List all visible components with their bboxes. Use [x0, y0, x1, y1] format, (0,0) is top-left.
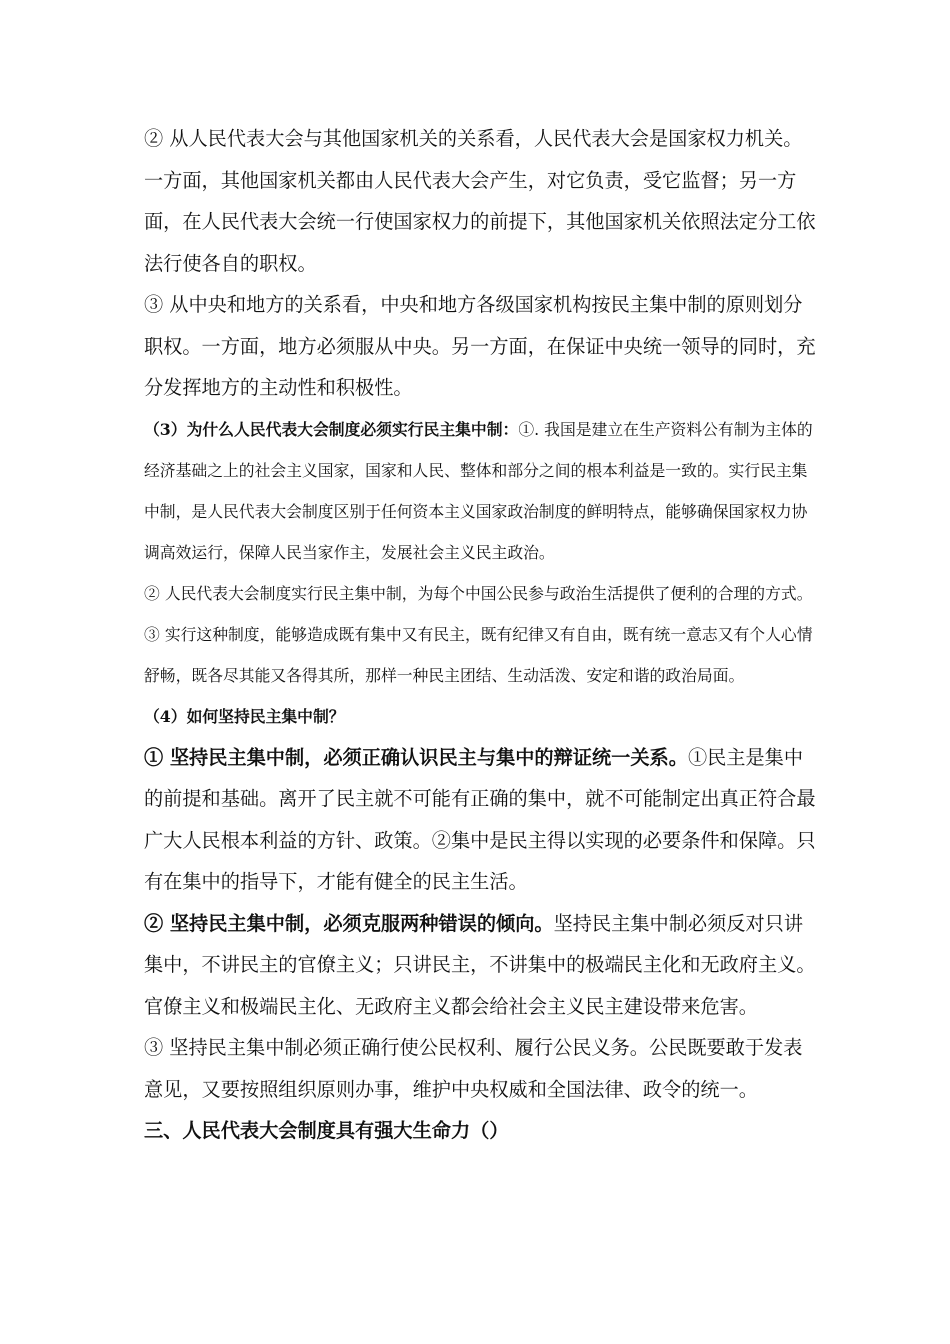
section-3-point-2: ② 人民代表大会制度实行民主集中制，为每个中国公民参与政治生活提供了便利的合理的方式。: [144, 583, 813, 603]
section-4-point-2: [144, 903, 816, 1028]
section-4-point-1-text: ①民主是集中的前提和基础。离开了民主就不可能有正确的集中，就不可能制定出真正符合最广大人民根本利益的方针、政策。②集中是民主得以实现的必要条件和保障。只有在集中的指导下，才能有健全的民主生活。: [144, 745, 816, 893]
paragraph-central-local: ③ 从中央和地方的关系看，中央和地方各级国家机构按民主集中制的原则划分职权。一方面，地方必须服从中央。另一方面，在保证中央统一领导的同时，充分发挥地方的主动性和积极性。: [144, 293, 816, 399]
section-4-point-3: ③ 坚持民主集中制必须正确行使公民权利、履行公民义务。公民既要敢于发表意见，又要按照组织原则办事，维护中央权威和全国法律、政令的统一。: [144, 1036, 803, 1101]
section-3-point-3: ③ 实行这种制度，能够造成既有集中又有民主，既有纪律又有自由，既有统一意志又有个人心情舒畅，既各尽其能又各得其所，那样一种民主团结、生动活泼、安定和谐的政治局面。: [144, 624, 813, 685]
section-3-paragraph: [144, 409, 816, 573]
section-three-title: 三、人民代表大会制度具有强大生命力（）: [144, 1119, 509, 1142]
section-4-point-1-bold: ① 坚持民主集中制，必须正确认识民主与集中的辩证统一关系。: [144, 745, 688, 769]
section-4-point-2-text: 坚持民主集中制必须反对只讲集中，不讲民主的官僚主义；只讲民主，不讲集中的极端民主化和无政府主义。官僚主义和极端民主化、无政府主义都会给社会主义民主建设带来危害。: [144, 911, 816, 1018]
document-page: [144, 118, 816, 1152]
section-4-heading: （4）如何坚持民主集中制？: [144, 706, 345, 726]
section-3-text: ①. 我国是建立在生产资料公有制为主体的经济基础之上的社会主义国家，国家和人民、整体和部分之间的根本利益是一致的。实行民主集中制，是人民代表大会制度区别于任何资本主义国家政治制度的鲜明特点，能够确保国家权力协调高效运行，保障人民当家作主，发展社会主义民主政治。: [144, 419, 813, 562]
section-4-point-1: [144, 737, 816, 903]
paragraph-national-organs: ② 从人民代表大会与其他国家机关的关系看，人民代表大会是国家权力机关。一方面，其他国家机关都由人民代表大会产生，对它负责，受它监督；另一方面，在人民代表大会统一行使国家权力的前提下，其他国家机关依照法定分工依法行使各自的职权。: [144, 127, 816, 275]
section-3-heading: （3）为什么人民代表大会制度必须实行民主集中制：: [144, 419, 519, 439]
section-4-point-2-bold: ② 坚持民主集中制，必须克服两种错误的倾向。: [144, 911, 554, 935]
